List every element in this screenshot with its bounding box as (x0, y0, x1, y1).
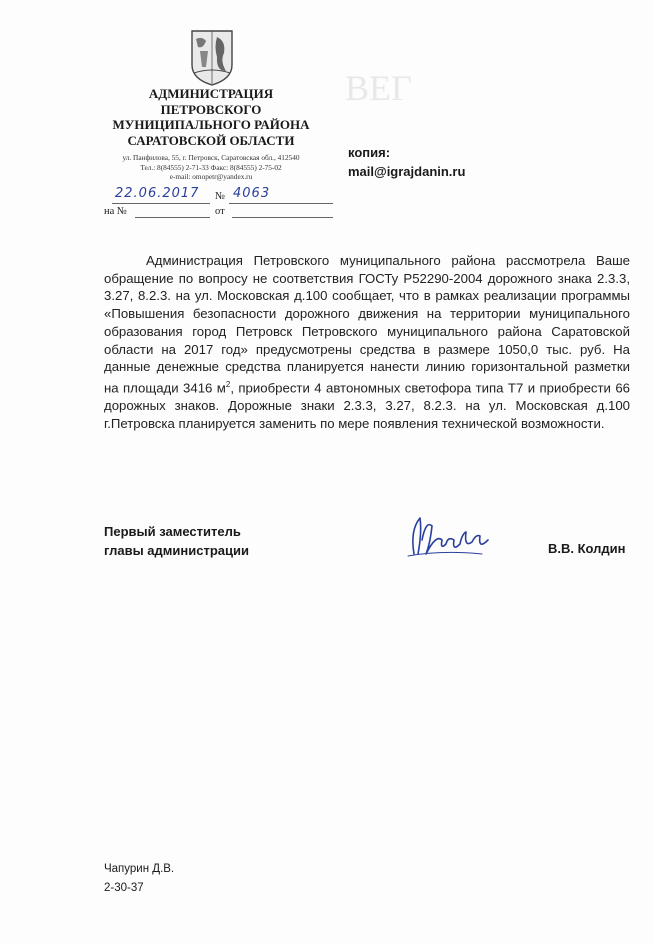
address-line: ул. Панфилова, 55, г. Петровск, Саратовская обл., 412540 (122, 153, 300, 162)
executor-name: Чапурин Д.В. (104, 863, 175, 875)
phone-line: Тел.: 8(84555) 2-71-33 Факс: 8(84555) 2-75-02 (140, 162, 282, 172)
email-line: e-mail: omopetr@yandex.ru (169, 172, 253, 182)
signer-position-line: главы администрации (104, 543, 249, 558)
reference-date-label: от (215, 206, 225, 217)
reference-number-underline (135, 217, 210, 218)
handwritten-number: 4063 (233, 186, 271, 201)
executor-info (104, 860, 174, 898)
org-line: МУНИЦИПАЛЬНОГО РАЙОНА (112, 117, 310, 132)
org-line: САРАТОВСКОЙ ОБЛАСТИ (127, 132, 295, 148)
number-sign: № (215, 191, 226, 202)
copy-label: копия: (348, 145, 391, 160)
handwritten-signature (402, 510, 494, 562)
copy-recipient (348, 143, 465, 181)
organization-title (105, 86, 317, 148)
number-underline (229, 203, 333, 204)
organization-address (100, 153, 322, 182)
signer-position-line: Первый заместитель (104, 524, 241, 539)
letter-body (104, 252, 630, 432)
coat-of-arms-icon (186, 27, 238, 87)
body-text-part-2: , приобрести 4 автономных светофора типа Т7 и приобрести 66 дорожных знаков. Дорожные знаки 2.3.3, 3.27, 8.2.3. на ул. Московская д.100 г.Петровска планируется заменить по мере появления технической возможности. (104, 380, 630, 431)
bleed-through-mark (335, 60, 485, 120)
reference-number-label: на № (104, 206, 127, 217)
square-meter-superscript: 2 (225, 379, 231, 389)
signer-name: В.В. Колдин (548, 541, 626, 556)
body-text-part-1: Администрация Петровского муниципального района рассмотрела Ваше обращение по вопросу не соответствия ГОСТу Р52290-2004 дорожного знака 2.3.3, 3.27, 8.2.3. на ул. Московская д.100 сообщает, что в рамках реализации программы «Повышения безопасности дорожного движения на территории муниципального образования город Петровск Петровского муниципального района Саратовской области на 2017 год» предусмотрены средства в размере 1050,0 тыс. руб. На данные денежные средства планируется нанести линию горизонтальной разметки на площади 3416 м (104, 253, 630, 396)
copy-email: mail@igrajdanin.ru (348, 164, 466, 179)
date-underline (112, 203, 210, 204)
handwritten-date: 22.06.2017 (115, 186, 200, 201)
org-line: ПЕТРОВСКОГО (160, 101, 262, 117)
signer-position (104, 522, 249, 560)
body-paragraph (104, 252, 630, 432)
org-line: АДМИНИСТРАЦИЯ (148, 86, 274, 101)
reference-date-underline (232, 217, 333, 218)
executor-phone: 2-30-37 (104, 882, 144, 894)
svg-text:ВЕГ: ВЕГ (345, 68, 412, 108)
